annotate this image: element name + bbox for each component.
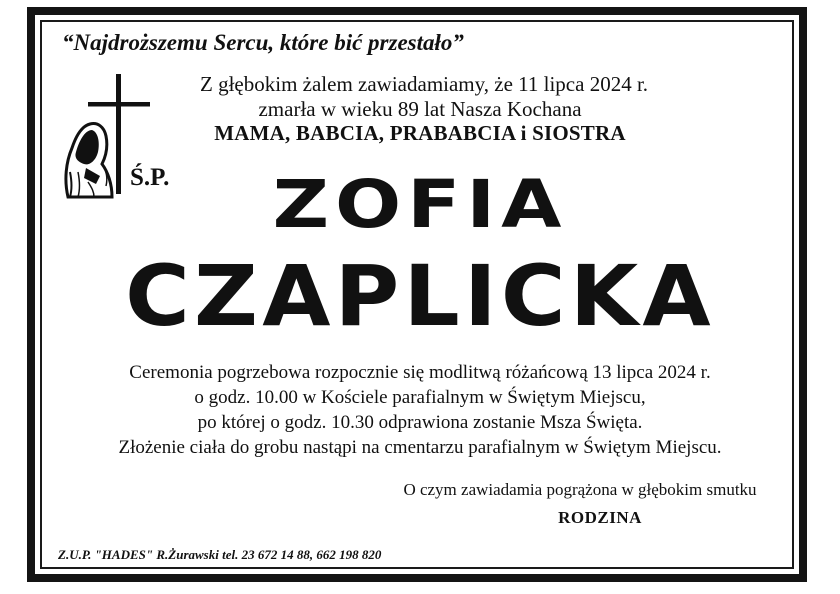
funeral-home-footer: Z.U.P. "HADES" R.Żurawski tel. 23 672 14 88, 662 198 820: [58, 547, 382, 562]
ceremony-line-2: o godz. 10.00 w Kościele parafialnym w Świętym Miejscu,: [194, 387, 646, 408]
ceremony-line-4: Złożenie ciała do grobu nastąpi na cmentarzu parafialnym w Świętym Miejscu.: [118, 437, 722, 458]
prefix-sp: Ś.P.: [130, 164, 170, 191]
ceremony-line-1: Ceremonia pogrzebowa rozpocznie się modlitwą różańcową 13 lipca 2024 r.: [129, 362, 711, 383]
deceased-first-name: ZOFIA: [272, 166, 568, 243]
notify-line: O czym zawiadamia pogrążona w głębokim smutku: [403, 480, 757, 499]
intro-line-2: zmarła w wieku 89 lat Nasza Kochana: [258, 97, 582, 121]
deceased-last-name: CZAPLICKA: [125, 247, 715, 345]
family-signature: RODZINA: [558, 508, 642, 527]
relation-line: MAMA, BABCIA, PRABABCIA i SIOSTRA: [214, 121, 626, 145]
ceremony-line-3: po której o godz. 10.30 odprawiona zostanie Msza Święta.: [197, 412, 643, 433]
motto: “Najdroższemu Sercu, które bić przestało”: [62, 30, 464, 55]
intro-line-1: Z głębokim żalem zawiadamiamy, że 11 lipca 2024 r.: [200, 72, 649, 96]
